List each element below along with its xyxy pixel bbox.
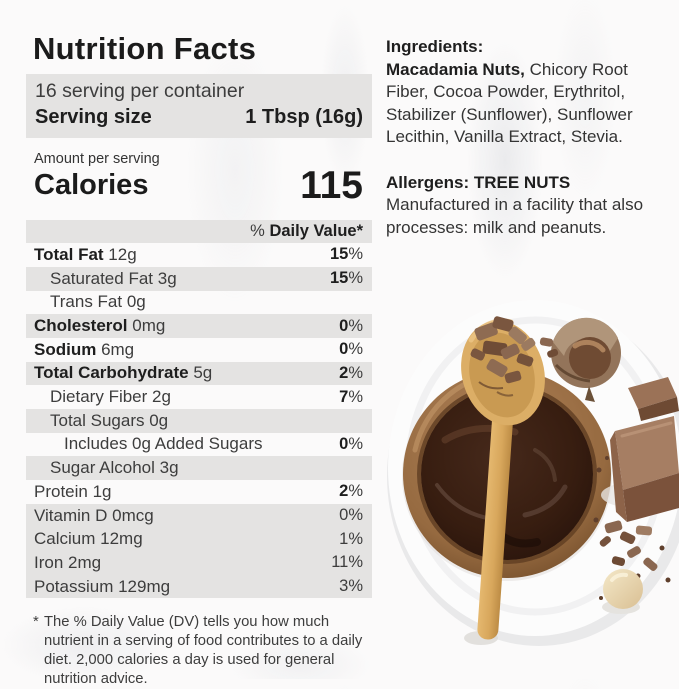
ingredients-text: Chicory Root Fiber, Cocoa Powder, Erythritol, Stabilizer (Sunflower), Sunflower Lecithin, Vanilla Extract, Stevia. — [386, 59, 633, 146]
nutrition-row: Sodium 6mg 0% — [34, 339, 363, 359]
ingredients-paragraph — [386, 36, 674, 149]
nutrition-row: Protein 1g 2% — [34, 481, 363, 501]
footnote-text: The % Daily Value (DV) tells you how much nutrient in a serving of food contributes to a daily diet. 2,000 calories a day is used for general nutrition advice. — [44, 614, 363, 688]
nutrition-row: Includes 0g Added Sugars 0% — [64, 434, 363, 454]
footnote-asterisk: * — [33, 614, 39, 631]
ingredients-heading: Ingredients: — [386, 37, 484, 56]
daily-value-prefix: % — [250, 222, 265, 241]
serving-info-block — [26, 74, 372, 138]
serving-size-label: Serving size — [35, 106, 152, 128]
macadamia-kernel — [602, 569, 643, 614]
daily-value-label: Daily Value* — [269, 222, 363, 241]
nutrition-facts-label — [26, 31, 372, 689]
servings-per-container: 16 serving per container — [35, 80, 245, 102]
nutrition-row: Total Sugars 0g — [26, 409, 372, 433]
daily-value-header — [26, 220, 372, 243]
ingredients-panel — [386, 36, 674, 239]
serving-size-value: 1 Tbsp (16g) — [245, 106, 363, 128]
nutrition-row: Vitamin D 0mcg 0% — [26, 504, 372, 528]
nutrition-row: Trans Fat 0g — [50, 292, 146, 312]
allergens-paragraph — [386, 172, 674, 240]
nutrition-row: Iron 2mg 11% — [26, 551, 372, 575]
nutrition-row: Total Carbohydrate 5g 2% — [26, 362, 372, 386]
nutrition-row: Total Fat 12g 15% — [34, 244, 363, 264]
nutrition-row: Calcium 12mg 1% — [26, 527, 372, 551]
calories-row — [26, 164, 372, 210]
nutrition-row: Sugar Alcohol 3g — [26, 456, 372, 480]
chocolate-spread-photo — [375, 280, 679, 679]
calories-label: Calories — [34, 169, 149, 202]
nutrition-row: Potassium 129mg 3% — [26, 575, 372, 599]
ingredients-lead: Macadamia Nuts, — [386, 59, 525, 79]
nutrition-rows — [26, 243, 372, 598]
daily-value-footnote — [26, 613, 372, 689]
allergens-text: Manufactured in a facility that also processes: milk and peanuts. — [386, 195, 644, 237]
nutrition-row: Saturated Fat 3g 15% — [26, 267, 372, 291]
calories-value: 115 — [300, 164, 363, 207]
allergens-heading: Allergens: TREE NUTS — [386, 172, 571, 192]
nutrition-row: Cholesterol 0mg 0% — [26, 314, 372, 338]
label-title: Nutrition Facts — [33, 31, 257, 66]
nutrition-row: Dietary Fiber 2g 7% — [50, 387, 363, 407]
amount-per-serving-label: Amount per serving — [34, 151, 160, 167]
